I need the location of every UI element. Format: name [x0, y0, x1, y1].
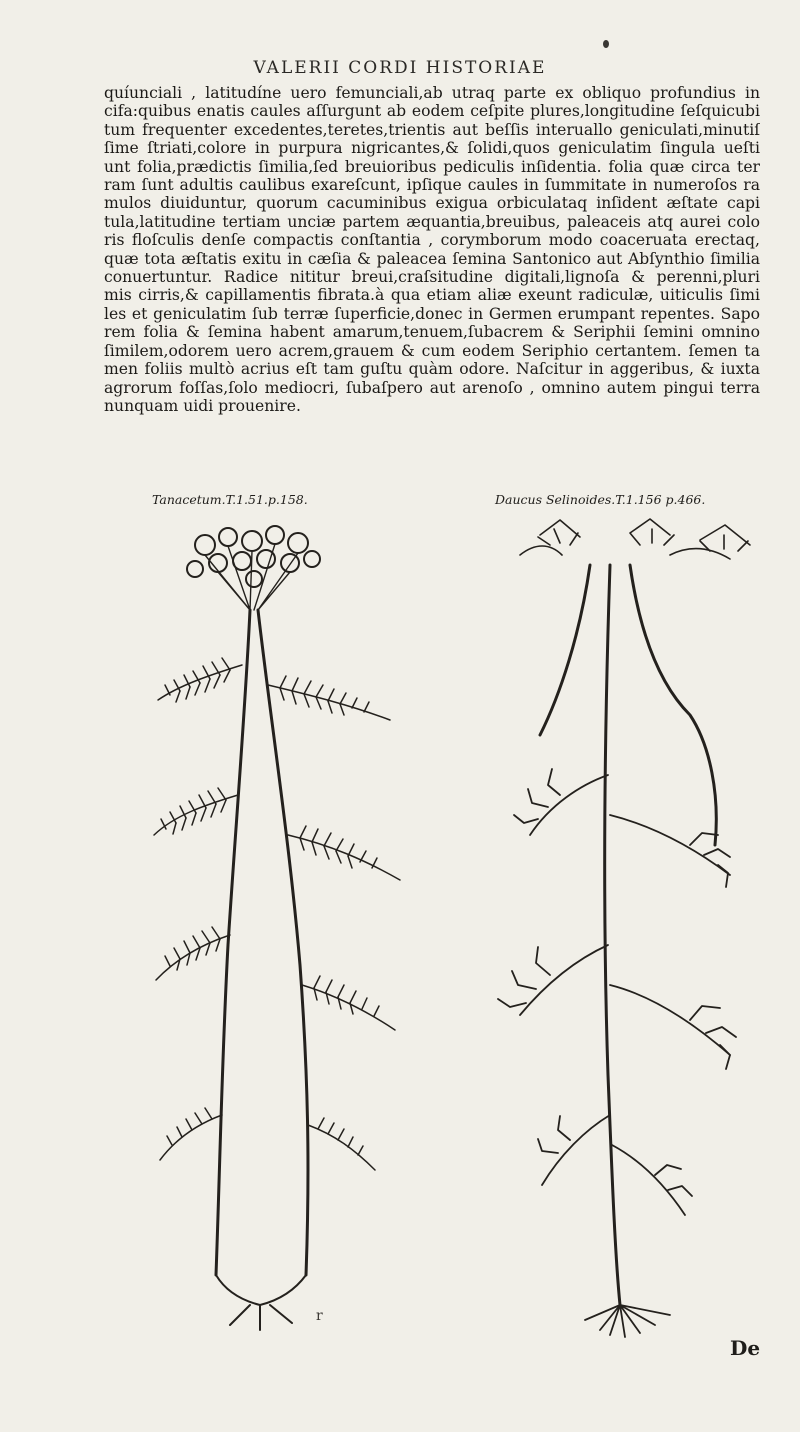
text-line: conuertuntur. Radice nititur breui,craſsitudine digitali,lignoſa & perenni,pluri	[104, 268, 760, 287]
text-line: tula,latitudine tertiam unciæ partem æquantia,breuibus, paleaceis atq aurei colo	[104, 212, 760, 231]
figure-caption-daucus: Daucus Selinoides.T.1.156 p.466.	[495, 492, 706, 507]
text-line: ſime ſtriati,colore in purpura nigricantes,& ſolidi,quos geniculatim ſingula ueſti	[104, 139, 760, 158]
daucus-plant-woodcut-icon	[490, 515, 770, 1345]
figure-caption-tanacetum: Tanacetum.T.1.51.p.158.	[152, 492, 308, 507]
body-text	[104, 84, 760, 415]
ink-smudge: r	[316, 1308, 323, 1324]
text-line: ram ſunt adultis caulibus exareſcunt, ipſique caules in ſummitate in numeroſos ra	[104, 176, 760, 195]
running-head: VALERII CORDI HISTORIAE	[253, 58, 547, 78]
text-line: unt folia,prædictis ſimilia,ſed breuioribus pediculis inſidentia. folia quæ circa ter	[104, 157, 760, 176]
text-line: ris floſculis denſe compactis conſtantia , corymborum modo coaceruata erectaq,	[104, 231, 760, 250]
text-line: les et geniculatim ſub terræ ſuperficie,donec in Germen erumpant repentes. Sapo	[104, 304, 760, 323]
ink-blot	[603, 40, 609, 48]
text-line: mulos diuiduntur, quorum cacuminibus exigua orbiculataq inſident æſtate capi	[104, 194, 760, 213]
text-line: men foliis multò acrius eſt tam guſtu quàm odore. Naſcitur in aggeribus, & iuxta	[104, 360, 760, 379]
catchword: De	[730, 1336, 761, 1360]
text-line: nunquam uidi prouenire.	[104, 396, 301, 415]
text-line: ſimilem,odorem uero acrem,grauem & cum eodem Seriphio certantem. ſemen ta	[104, 341, 760, 360]
text-line: rem folia & ſemina habent amarum,tenuem,ſubacrem & Seriphii ſemini omnino	[104, 323, 760, 342]
text-line: quæ tota æſtatis exitu in cæſia & paleacea ſemina Santonico aut Abſynthio ſimilia	[104, 249, 760, 268]
text-line: mis cirris,& capillamentis fibrata.à qua etiam aliæ exeunt radiculæ, uiticulis ſimi	[104, 286, 760, 305]
text-line: agrorum foſſas,ſolo mediocri, ſubaſpero aut arenoſo , omnino autem pingui terra	[104, 378, 760, 397]
text-line: cifa:quibus enatis caules aſſurgunt ab eodem ceſpite plures,longitudine ſeſquicubi	[104, 102, 760, 121]
text-line: tum frequenter excedentes,teretes,trientis aut beſſis interuallo geniculati,minutiſ	[104, 120, 760, 139]
tansy-plant-woodcut-icon	[150, 515, 430, 1345]
text-line: quíunciali , latitudíne uero femunciali,ab utraq parte ex obliquo profundius in	[104, 84, 760, 102]
